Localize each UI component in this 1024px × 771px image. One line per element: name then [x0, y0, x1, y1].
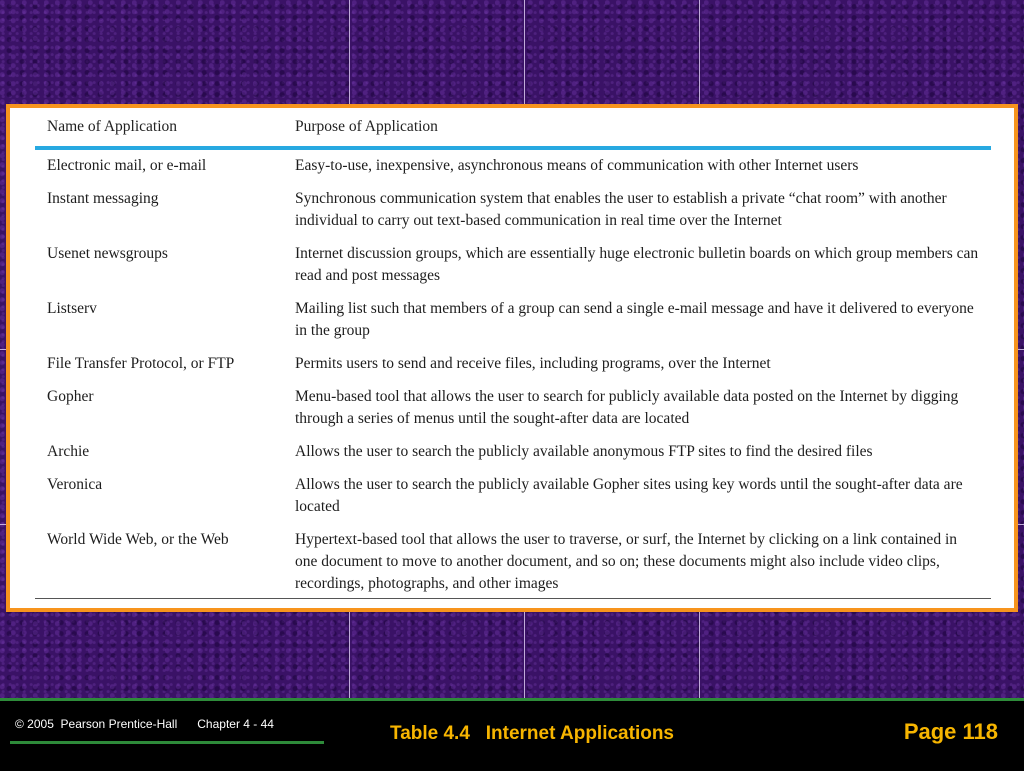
table-row: [35, 436, 991, 469]
table-bottom-rule: [35, 598, 991, 599]
table-row: [35, 238, 991, 293]
application-name: Electronic mail, or e-mail: [47, 157, 207, 174]
application-purpose: Easy-to-use, inexpensive, asynchronous means of communication with other Internet users: [295, 157, 859, 174]
application-purpose: Menu-based tool that allows the user to search for publicly available data posted on the Internet by digging through a series of menus until the sought-after data are located: [295, 388, 959, 427]
header-purpose: Purpose of Application: [295, 118, 438, 135]
application-purpose: Hypertext-based tool that allows the user to traverse, or surf, the Internet by clicking on a link contained in one document to move to another document, and so on; these documents might also include video clips, recordings, photographs, and other images: [295, 531, 957, 592]
page-number: Page 118: [903, 719, 998, 744]
table-row: [35, 469, 991, 524]
application-name: Veronica: [47, 476, 103, 493]
application-purpose: Permits users to send and receive files, including programs, over the Internet: [295, 355, 771, 372]
table-frame: [6, 104, 1018, 612]
application-purpose: Internet discussion groups, which are essentially huge electronic bulletin boards on which group members can read and post messages: [295, 245, 979, 284]
application-name: Archie: [47, 443, 90, 460]
application-name: Instant messaging: [47, 190, 159, 207]
table-row: [35, 381, 991, 436]
table-body: [35, 150, 991, 601]
footer-rule: [10, 741, 324, 744]
header-name: Name of Application: [47, 118, 177, 135]
application-name: Listserv: [47, 300, 97, 317]
applications-table: [35, 108, 991, 608]
table-row: [35, 524, 991, 601]
application-purpose: Mailing list such that members of a group can send a single e-mail message and have it delivered to everyone in the group: [295, 300, 974, 339]
table-row: [35, 183, 991, 238]
footer-bar: [0, 698, 1024, 771]
application-name: World Wide Web, or the Web: [47, 531, 229, 548]
table-caption: Table 4.4 Internet Applications: [390, 723, 674, 744]
table-row: [35, 150, 991, 183]
application-purpose: Synchronous communication system that enables the user to establish a private “chat room” with another individual to carry out text-based communication in real time over the Internet: [295, 190, 947, 229]
application-name: File Transfer Protocol, or FTP: [47, 355, 235, 372]
table-row: [35, 348, 991, 381]
application-purpose: Allows the user to search the publicly available Gopher sites using key words until the sought-after data are located: [295, 476, 963, 515]
application-name: Gopher: [47, 388, 94, 405]
copyright-text: © 2005 Pearson Prentice-Hall Chapter 4 - 44: [15, 717, 274, 731]
table-header: [35, 108, 991, 150]
table-row: [35, 293, 991, 348]
application-name: Usenet newsgroups: [47, 245, 168, 262]
application-purpose: Allows the user to search the publicly available anonymous FTP sites to find the desired files: [295, 443, 873, 460]
